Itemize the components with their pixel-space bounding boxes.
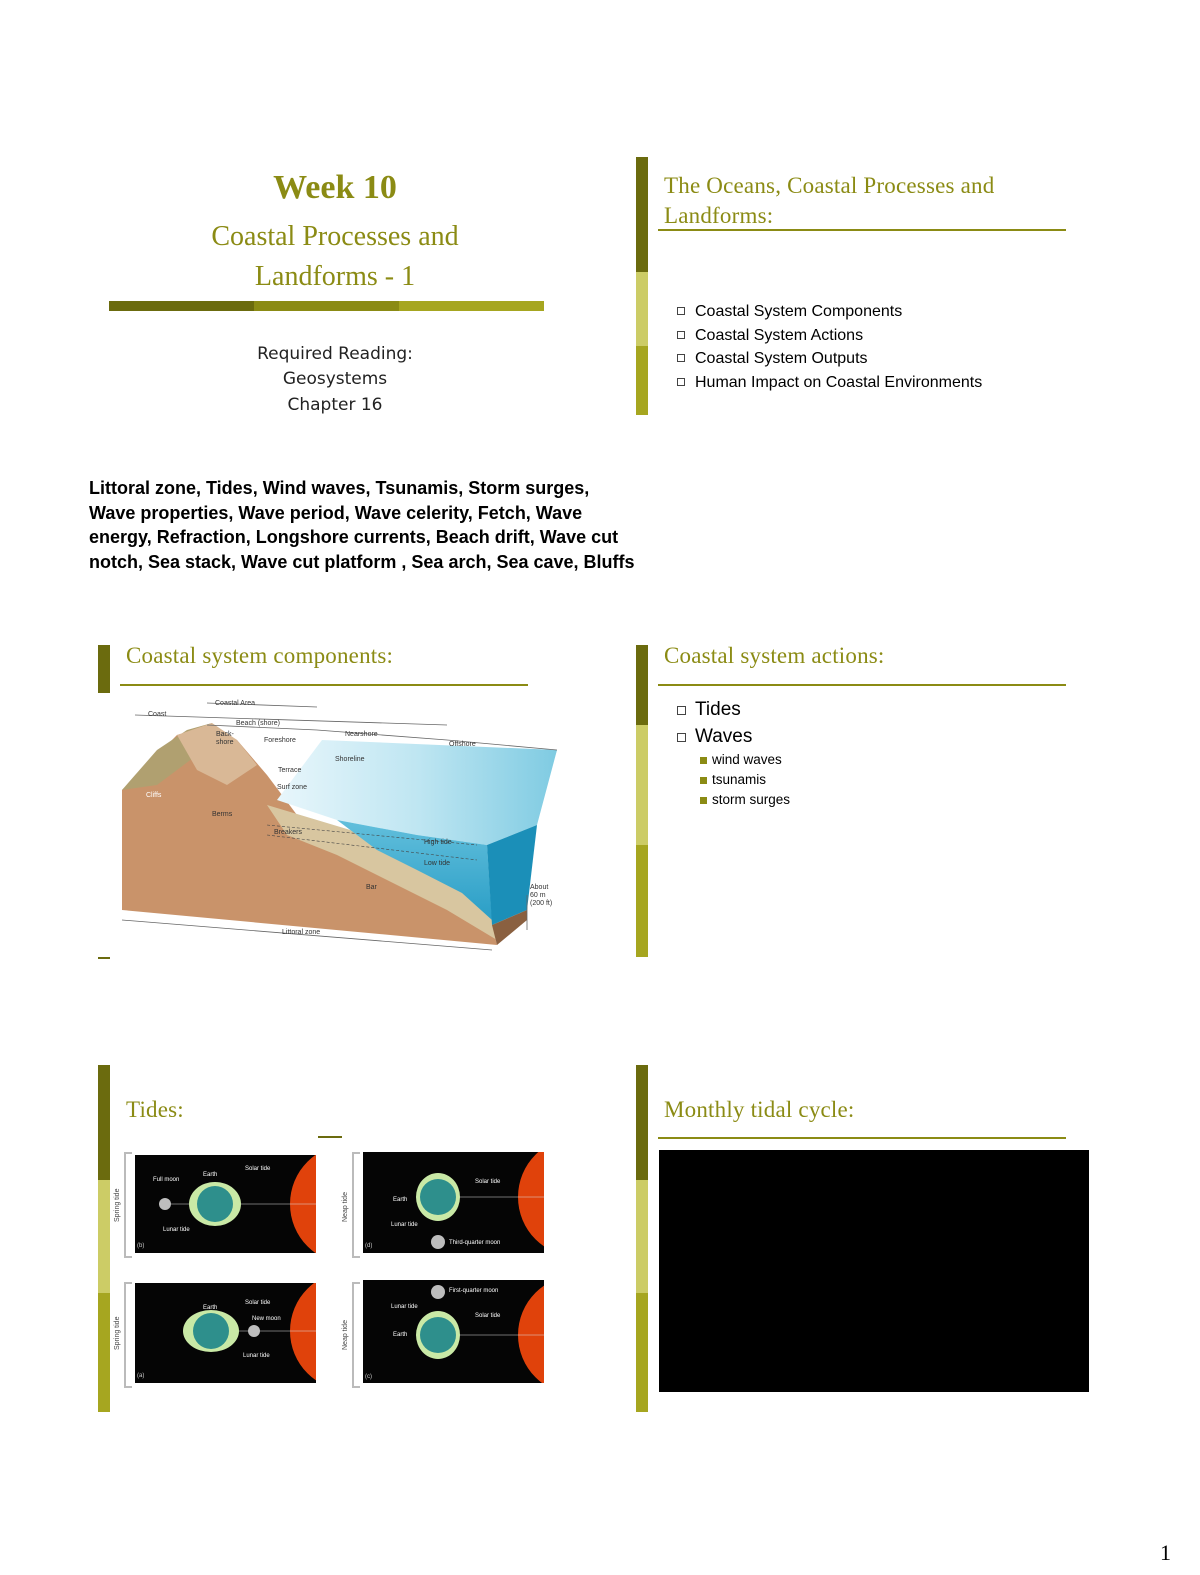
slide1-subtitle-line1: Coastal Processes and	[211, 221, 459, 252]
slide4-sublist-item: tsunamis	[700, 770, 790, 790]
slide2-list	[677, 300, 982, 394]
tide-panel-b	[363, 1152, 544, 1253]
diagram-label-littoral-zone: Littoral zone	[282, 929, 321, 936]
tide-panel-d-side-label: Neap tide	[342, 1320, 349, 1350]
tide-panel-d-lunar: Lunar tide	[391, 1304, 418, 1310]
tide-panel-bracket	[124, 1152, 132, 1258]
tide-panel-c-moon: New moon	[252, 1316, 281, 1322]
slide1-reading-line2: Geosystems	[282, 369, 388, 389]
slide4-sublist-item: storm surges	[700, 790, 790, 810]
tide-panel-c-earth: Earth	[203, 1305, 218, 1311]
slide2-title-line1: The Oceans, Coastal Processes and	[664, 173, 995, 198]
tide-diagram-b	[363, 1152, 544, 1253]
tide-panel-a-solar: Solar tide	[245, 1166, 271, 1172]
slide6-black-image	[659, 1150, 1089, 1392]
slide2-list-item: Human Impact on Coastal Environments	[677, 371, 982, 395]
tide-panel-d-earth: Earth	[393, 1332, 408, 1338]
slide2-list-item: Coastal System Components	[677, 300, 982, 324]
slide3-small-mark	[98, 957, 110, 959]
slide1-title: Week 10	[273, 169, 397, 206]
slide3-accent-bar	[98, 645, 110, 693]
tide-panel-c	[135, 1283, 316, 1383]
tide-panel-b-moon: Third-quarter moon	[449, 1240, 501, 1246]
tide-panel-d-letter: (c)	[365, 1374, 372, 1380]
diagram-label-coastal-area: Coastal Area	[215, 700, 256, 707]
keywords-line4: notch, Sea stack, Wave cut platform , Sea arch, Sea cave, Bluffs	[89, 552, 635, 572]
tide-panel-b-letter: (d)	[365, 1243, 373, 1249]
tide-panel-a	[135, 1155, 316, 1253]
diagram-label-nearshore: Nearshore	[345, 731, 378, 738]
diagram-label-shoreline: Shoreline	[335, 756, 365, 763]
diagram-label-cliffs: Cliffs	[146, 792, 162, 799]
slide6-accent-bar	[636, 1065, 648, 1412]
tide-panel-a-side-label: Spring tide	[114, 1188, 121, 1222]
diagram-label-beach: Beach (shore)	[236, 720, 280, 727]
diagram-label-foreshore: Foreshore	[264, 737, 296, 744]
slide4-accent-bar	[636, 645, 648, 957]
tide-panel-b-lunar: Lunar tide	[391, 1222, 418, 1228]
tide-panel-b-side-label: Neap tide	[342, 1192, 349, 1222]
tide-panel-b-earth: Earth	[393, 1197, 408, 1203]
tide-panel-d	[363, 1280, 544, 1383]
tide-panel-bracket	[124, 1282, 132, 1388]
slide4-title: Coastal system actions:	[664, 643, 885, 668]
slide4-title-rule	[658, 684, 1066, 686]
slide2-title-rule	[658, 229, 1066, 231]
tide-diagram-c	[135, 1283, 316, 1383]
tide-panel-c-letter: (a)	[137, 1373, 145, 1379]
slide2-list-item: Coastal System Outputs	[677, 347, 982, 371]
tide-panel-c-solar: Solar tide	[245, 1300, 271, 1306]
diagram-label-backshore: Back-shore	[216, 731, 234, 746]
tide-panel-b-solar: Solar tide	[475, 1179, 501, 1185]
coastal-block-diagram	[117, 695, 562, 960]
slide6-title: Monthly tidal cycle:	[664, 1097, 855, 1122]
tide-panel-c-lunar: Lunar tide	[243, 1353, 270, 1359]
slide4-list-item: Tides	[677, 696, 752, 723]
tide-panel-a-earth: Earth	[203, 1172, 218, 1178]
diagram-label-high-tide: High tide	[424, 839, 452, 846]
diagram-label-bar: Bar	[366, 884, 377, 891]
tide-panel-a-lunar: Lunar tide	[163, 1227, 190, 1233]
diagram-label-coast: Coast	[148, 711, 167, 718]
diagram-label-berms: Berms	[212, 811, 233, 818]
slide1-reading-line1: Required Reading:	[257, 344, 413, 364]
diagram-label-terrace: Terrace	[278, 767, 302, 774]
keywords-line3: energy, Refraction, Longshore currents, Beach drift, Wave cut	[89, 527, 619, 547]
diagram-label-breakers: Breakers	[274, 829, 303, 836]
tide-diagram-a	[135, 1155, 316, 1253]
slide4-list-item: Waves	[677, 723, 752, 750]
slide5-title: Tides:	[126, 1097, 184, 1122]
keywords-line2: Wave properties, Wave period, Wave celerity, Fetch, Wave	[89, 503, 583, 523]
slide1-subtitle-line2: Landforms - 1	[254, 261, 416, 292]
diagram-label-low-tide: Low tide	[424, 860, 451, 867]
slide4-list	[677, 696, 752, 750]
slide1-divider	[109, 301, 544, 311]
tide-panel-d-solar: Solar tide	[475, 1313, 501, 1319]
tide-panel-c-side-label: Spring tide	[114, 1316, 121, 1350]
diagram-label-offshore: Offshore	[449, 741, 476, 748]
diagram-label-surf-zone: Surf zone	[277, 784, 307, 791]
slide4-sublist-item: wind waves	[700, 750, 790, 770]
keywords-line1: Littoral zone, Tides, Wind waves, Tsunamis, Storm surges,	[89, 478, 590, 498]
slide2-accent-bar	[636, 157, 648, 415]
slide3-title: Coastal system components:	[126, 643, 394, 668]
tide-panel-d-moon: First-quarter moon	[449, 1288, 499, 1294]
slide6-title-rule	[658, 1137, 1066, 1139]
slide1-reading-line3: Chapter 16	[287, 395, 383, 415]
slide2-title-line2: Landforms:	[664, 203, 774, 228]
slide4-sublist	[700, 750, 790, 810]
slide2-list-item: Coastal System Actions	[677, 324, 982, 348]
diagram-label-depth: About 60 m (200 ft)	[530, 884, 553, 907]
tide-panel-bracket	[352, 1152, 360, 1258]
tide-panel-a-letter: (b)	[137, 1243, 145, 1249]
tide-diagram-d	[363, 1280, 544, 1383]
tide-panel-bracket	[352, 1282, 360, 1388]
slide5-accent-bar	[98, 1065, 110, 1412]
slide5-small-mark	[318, 1136, 342, 1138]
tide-panel-a-moon: Full moon	[153, 1177, 180, 1183]
page-number: 1	[1160, 1540, 1171, 1565]
slide3-title-rule	[120, 684, 528, 686]
